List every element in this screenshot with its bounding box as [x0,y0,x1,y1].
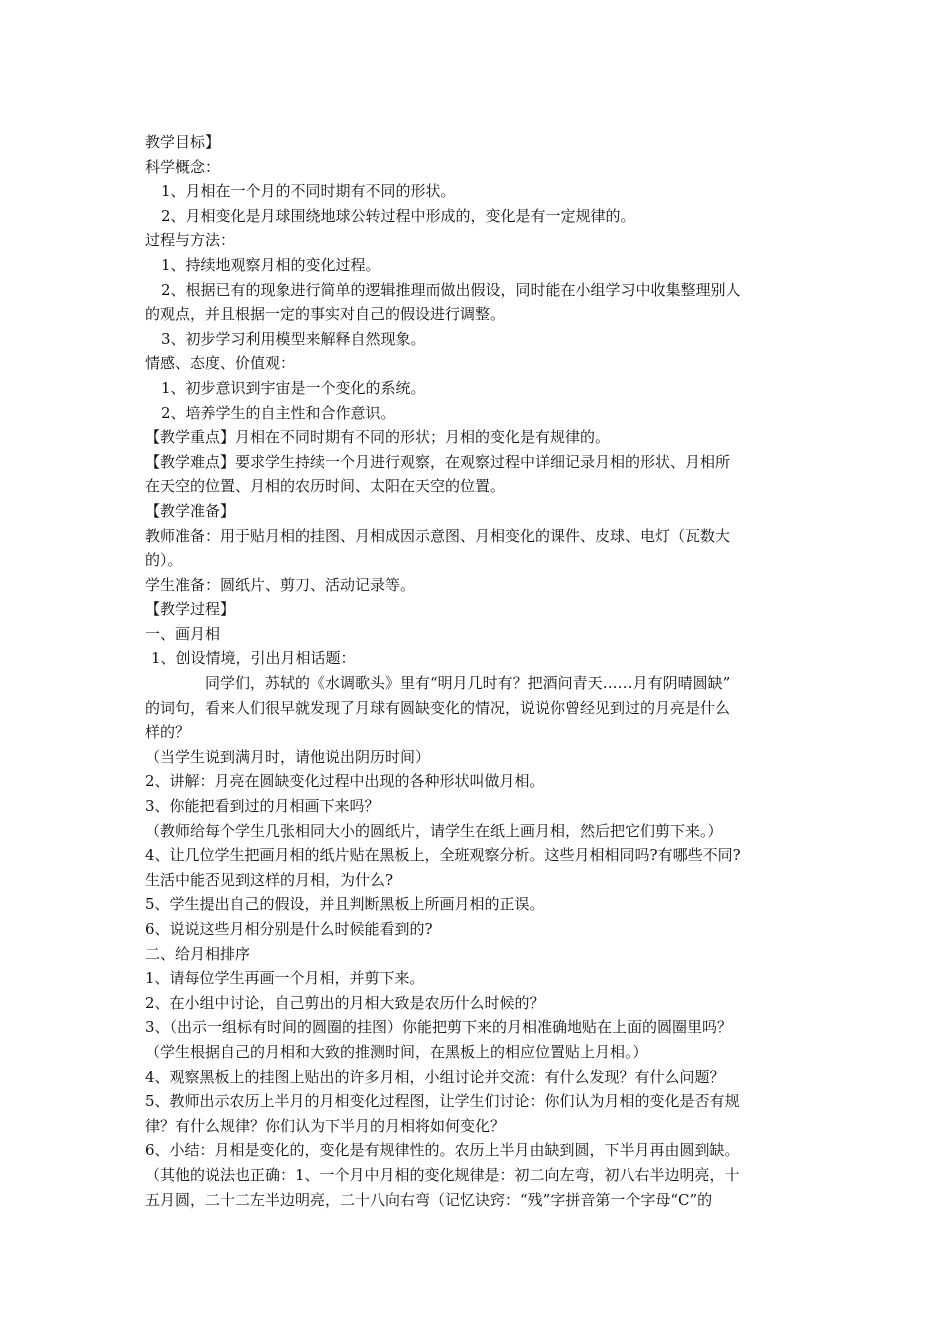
text-line: 2、讲解：月亮在圆缺变化过程中出现的各种形状叫做月相。 [145,772,545,791]
text-line: 【教学重点】月相在不同时期有不同的形状；月相的变化是有规律的。 [145,428,611,447]
text-line: 的）。 [145,551,183,570]
text-line: 样的？ [145,723,191,742]
text-line: 教师准备：用于贴月相的挂图、月相成因示意图、月相变化的课件、皮球、电灯（瓦数大 [145,526,731,545]
text-line: 1、创设情境，引出月相话题： [151,649,356,668]
text-line: 教学目标】 [145,133,221,151]
text-line: 4、让几位学生把画月相的纸片贴在黑板上，全班观察分析。这些月相相同吗?有哪些不同? [145,846,741,865]
text-line: 学生准备：圆纸片、剪刀、活动记录等。 [145,575,416,594]
text-line: 一、画月相 [145,624,221,643]
text-line: 3、你能把看到过的月相画下来吗？ [145,797,380,816]
text-line: 在天空的位置、月相的农历时间、太阳在天空的位置。 [145,477,506,496]
text-line: 2、培养学生的自主性和合作意识。 [161,403,396,422]
text-line: （当学生说到满月时，请他说出阴历时间） [145,747,431,766]
text-line: 生活中能否见到这样的月相，为什么? [145,870,394,889]
text-line: 的观点，并且根据一定的事实对自己的假设进行调整。 [145,305,506,324]
text-line: 1、请每位学生再画一个月相，并剪下来。 [145,969,425,988]
text-line: 2、月相变化是月球围绕地球公转过程中形成的，变化是有一定规律的。 [161,206,636,225]
text-line: 3、初步学习利用模型来解释自然现象。 [161,329,426,348]
text-line: 的词句，看来人们很早就发现了月球有圆缺变化的情况，说说你曾经见到过的月亮是什么 [145,698,731,717]
text-line: 科学概念： [145,157,221,176]
text-line: 2、根据已有的现象进行简单的逻辑推理而做出假设，同时能在小组学习中收集整理别人 [161,280,741,299]
text-line: 5、教师出示农历上半月的月相变化过程图，让学生们讨论：你们认为月相的变化是否有规 [145,1092,740,1111]
text-line: 5、学生提出自己的假设，并且判断黑板上所画月相的正误。 [145,895,545,914]
text-line: 【教学难点】要求学生持续一个月进行观察，在观察过程中详细记录月相的形状、月相所 [145,452,731,471]
text-line: 情感、态度、价值观： [145,354,296,373]
text-line: 五月圆，二十二左半边明亮，二十八向右弯（记忆诀窍：“残”字拼音第一个字母“C”的 [145,1190,713,1209]
document-body [145,130,817,1212]
text-line: 律？有什么规律？你们认为下半月的月相将如何变化？ [145,1116,506,1135]
text-line: 6、说说这些月相分别是什么时候能看到的? [145,920,433,938]
text-line: 1、月相在一个月的不同时期有不同的形状。 [161,182,456,201]
text-line: 1、初步意识到宇宙是一个变化的系统。 [161,378,426,397]
text-line: 同学们，苏轼的《水调歌头》里有“明月几时有？把酒问青天……月有阴晴圆缺” [205,674,731,693]
text-line: 2、在小组中讨论，自己剪出的月相大致是农历什么时候的？ [145,993,545,1012]
text-line: （学生根据自己的月相和大致的推测时间，在黑板上的相应位置贴上月相。） [145,1042,648,1061]
text-line: 过程与方法： [145,231,236,250]
text-line: 二、给月相排序 [145,944,251,963]
text-line: （教师给每个学生几张相同大小的圆纸片，请学生在纸上画月相，然后把它们剪下来。） [145,821,723,840]
text-line: 1、持续地观察月相的变化过程。 [161,255,381,274]
text-line: 【教学准备】 [145,501,236,520]
text-line: （其他的说法也正确：1、一个月中月相的变化规律是：初二向左弯，初八右半边明亮，十 [145,1165,740,1184]
text-line: 4、观察黑板上的挂图上贴出的许多月相，小组讨论并交流：有什么发现？有什么问题？ [145,1067,725,1086]
text-line: 3、（出示一组标有时间的圆圈的挂图）你能把剪下来的月相准确地贴在上面的圆圈里吗？ [145,1018,733,1037]
text-line: 【教学过程】 [145,600,236,619]
text-line: 6、小结：月相是变化的，变化是有规律性的。农历上半月由缺到圆，下半月再由圆到缺。 [145,1141,740,1160]
